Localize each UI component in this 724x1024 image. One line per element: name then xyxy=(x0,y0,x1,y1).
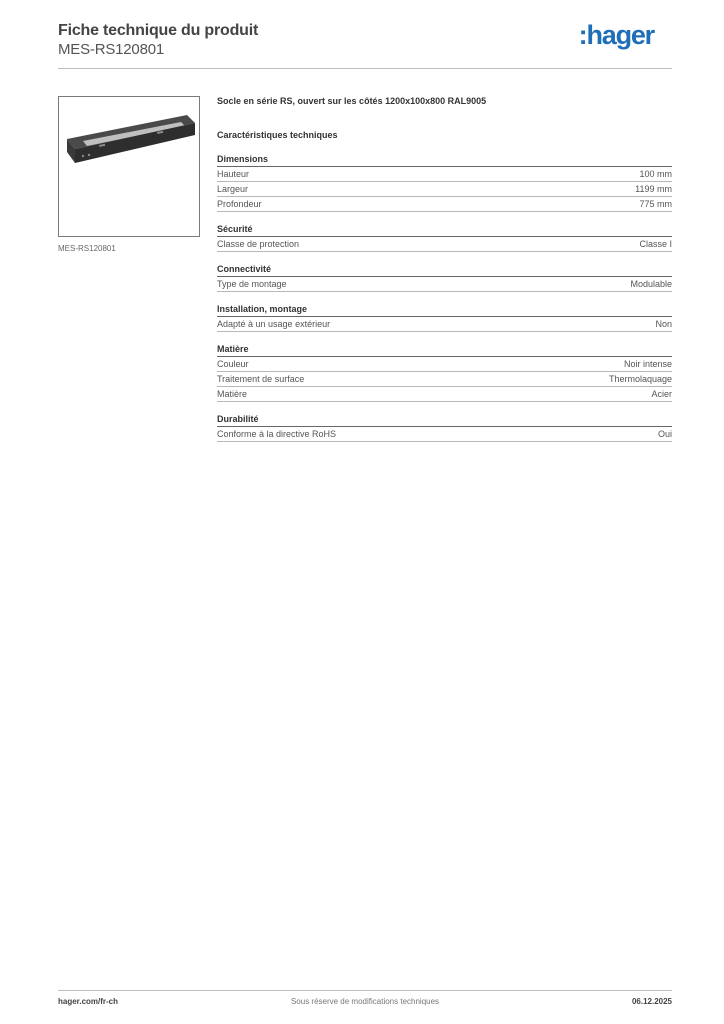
spec-value: Classe I xyxy=(639,239,672,249)
spec-label: Profondeur xyxy=(217,199,262,209)
spec-label: Couleur xyxy=(217,359,249,369)
footer-website: hager.com/fr-ch xyxy=(58,997,119,1006)
spec-section xyxy=(217,153,672,212)
section-title: Sécurité xyxy=(217,223,672,237)
plinth-frame-icon xyxy=(59,97,199,236)
footer-divider xyxy=(58,990,672,991)
page-title: Fiche technique du produit xyxy=(58,22,259,39)
spec-label: Classe de protection xyxy=(217,239,300,249)
spec-value: Thermolaquage xyxy=(608,374,672,384)
spec-label: Largeur xyxy=(217,184,249,194)
hager-logo: :hager xyxy=(578,20,654,50)
spec-sections xyxy=(217,153,672,442)
spec-value: Acier xyxy=(651,389,672,399)
page-header xyxy=(58,20,672,69)
section-title: Installation, montage xyxy=(217,303,672,317)
spec-value: 100 mm xyxy=(639,169,672,179)
spec-value: Noir intense xyxy=(623,359,672,369)
spec-row xyxy=(217,182,672,197)
spec-section xyxy=(217,303,672,332)
spec-row xyxy=(217,167,672,182)
spec-label: Hauteur xyxy=(217,169,250,179)
spec-section xyxy=(217,413,672,442)
spec-section xyxy=(217,263,672,292)
spec-row xyxy=(217,237,672,252)
section-title: Durabilité xyxy=(217,413,672,427)
section-title: Connectivité xyxy=(217,263,672,277)
spec-value: Oui xyxy=(657,429,672,439)
spec-value: Non xyxy=(655,319,672,329)
spec-row xyxy=(217,197,672,212)
spec-section xyxy=(217,223,672,252)
spec-row xyxy=(217,372,672,387)
spec-row xyxy=(217,277,672,292)
spec-label: Traitement de surface xyxy=(217,374,305,384)
image-caption: MES-RS120801 xyxy=(58,244,116,253)
product-image xyxy=(58,96,200,237)
product-reference: MES-RS120801 xyxy=(58,41,164,58)
section-title: Matière xyxy=(217,343,672,357)
product-description: Socle en série RS, ouvert sur les côtés 1200x100x800 RAL9005 xyxy=(217,96,487,106)
page-footer xyxy=(58,997,672,1011)
spec-row xyxy=(217,317,672,332)
spec-label: Adapté à un usage extérieur xyxy=(217,319,331,329)
footer-notice: Sous réserve de modifications techniques xyxy=(290,997,440,1006)
spec-row xyxy=(217,387,672,402)
header-divider xyxy=(58,68,672,69)
spec-label: Type de montage xyxy=(217,279,287,289)
spec-section xyxy=(217,343,672,402)
spec-row xyxy=(217,357,672,372)
spec-value: Modulable xyxy=(630,279,672,289)
spec-label: Conforme à la directive RoHS xyxy=(217,429,337,439)
footer-date: 06.12.2025 xyxy=(631,997,672,1006)
section-title: Dimensions xyxy=(217,153,672,167)
spec-label: Matière xyxy=(217,389,248,399)
tech-heading: Caractéristiques techniques xyxy=(217,130,338,140)
spec-content xyxy=(217,94,672,442)
spec-value: 775 mm xyxy=(639,199,672,209)
spec-row xyxy=(217,427,672,442)
spec-value: 1199 mm xyxy=(635,184,672,194)
